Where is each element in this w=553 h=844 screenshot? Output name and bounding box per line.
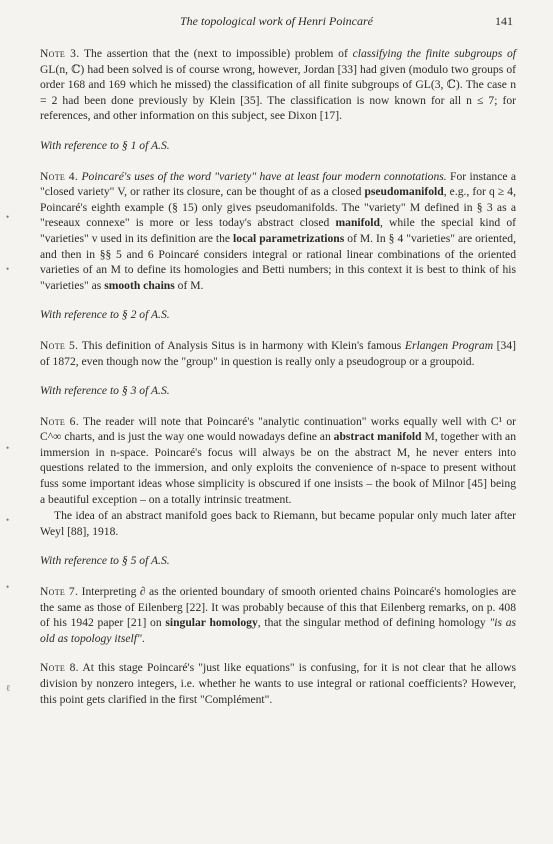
bold-term: smooth chains bbox=[104, 278, 175, 292]
bold-term: singular homology bbox=[165, 616, 258, 630]
note-label: Note 8. bbox=[40, 661, 79, 675]
italic-text: "is as old as topology itself" bbox=[40, 616, 517, 645]
bold-term: abstract manifold bbox=[333, 430, 422, 444]
running-header bbox=[0, 14, 553, 32]
note-label: Note 6. bbox=[40, 414, 79, 428]
text-run: With reference to § 5 of A.S. bbox=[40, 554, 170, 568]
note-paragraph bbox=[40, 46, 516, 124]
italic-text: classifying the finite subgroups of bbox=[352, 47, 516, 60]
margin-mark: • bbox=[6, 515, 10, 525]
note-label: Note 5. bbox=[40, 338, 79, 352]
note-paragraph bbox=[40, 169, 516, 294]
text-run: With reference to § 1 of A.S. bbox=[40, 138, 170, 152]
page-number: 141 bbox=[495, 14, 513, 28]
text-run: This definition of Analysis Situs is in harmony with Klein's famous bbox=[78, 338, 405, 352]
page-body bbox=[40, 46, 516, 721]
note-paragraph bbox=[40, 414, 516, 508]
text-run: With reference to § 2 of A.S. bbox=[40, 308, 170, 322]
margin-mark: • bbox=[6, 582, 10, 592]
section-reference bbox=[40, 138, 516, 154]
bold-term: local parametrizations bbox=[233, 231, 345, 245]
note-label: Note 4. bbox=[40, 169, 79, 183]
text-run: of M. bbox=[174, 278, 204, 292]
note-paragraph bbox=[40, 584, 516, 646]
section-reference bbox=[40, 383, 516, 399]
text-run: GL(n, ℂ) had been solved is of course wrong, however, Jordan [33] had given (modulo two groups of order 168 and 169 which he missed) the classification of all finite subgroups of GL(3, ℂ). The case n = 2 had been done previously by Klein [35]. The classification is now known for all n ≤ 7; for references, and other information on this subject, see Dixon [17]. bbox=[40, 62, 516, 123]
note-paragraph bbox=[40, 338, 516, 369]
note-label: Note 7. bbox=[40, 585, 79, 599]
italic-text: Erlangen Program bbox=[404, 338, 494, 352]
text-run: The reader will note that Poincaré's "analytic continuation" works equally well with C¹ or C^∞ charts, and is just the way one would nowadays define an bbox=[40, 414, 516, 444]
text-run: [34] of 1872, even though now the "group" in question is really only a pseudogroup or a groupoid. bbox=[40, 338, 516, 368]
section-reference bbox=[40, 553, 516, 569]
margin-mark: • bbox=[6, 212, 10, 222]
margin-mark: • bbox=[6, 443, 10, 453]
margin-mark: • bbox=[6, 264, 10, 274]
body-paragraph bbox=[40, 508, 516, 539]
section-reference bbox=[40, 307, 516, 323]
text-run: . bbox=[141, 631, 145, 645]
italic-text: Poincaré's uses of the word "variety" have at least four modern connotations. bbox=[81, 169, 447, 183]
text-run: of M. In § 4 "varieties" are oriented, and then in §§ 5 and 6 Poincaré considers integral or rational linear combinations of the oriented varieties of an M to define its homologies and Betti numbers; in this context it is best to think of his "varieties" as bbox=[40, 231, 516, 292]
text-run: Interpreting ∂ as the oriented boundary of smooth oriented chains Poincaré's homologies are the same as those of Eilenberg [22]. It was probably because of this that Eilenberg remarks, on p. 408 of his 1942 paper [21] on bbox=[40, 585, 516, 630]
note-paragraph bbox=[40, 660, 516, 707]
text-run: , e.g., for q ≥ 4, Poincaré's eighth example (§ 15) only gives pseudomanifolds. The "variety" M defined in § 3 as a "reseaux connexe" is more or less today's abstract closed bbox=[40, 185, 516, 230]
margin-mark: ℓ bbox=[6, 683, 11, 693]
running-title: The topological work of Henri Poincaré bbox=[180, 14, 373, 28]
text-run: With reference to § 3 of A.S. bbox=[40, 384, 170, 398]
text-run: At this stage Poincaré's "just like equations" is confusing, for it is not clear that he allows division by nonzero integers, i.e. whether he wants to use integral or rational coefficients? However, this point gets clarified in the first "Complément". bbox=[40, 661, 516, 706]
text-run: , that the singular method of defining homology bbox=[257, 616, 490, 630]
bold-term: manifold bbox=[335, 216, 380, 230]
note-label: Note 3. bbox=[40, 47, 80, 60]
text-run: The assertion that the (next to impossible) problem of bbox=[79, 47, 353, 60]
text-run: For instance a "closed variety" V, or rather its closure, can be thought of as a closed bbox=[40, 169, 516, 199]
text-run: , while the special kind of "varieties" v used in its definition are the bbox=[40, 216, 516, 245]
bold-term: pseudomanifold bbox=[364, 185, 444, 199]
text-run: M, together with an immersion in n-space. Poincaré's focus will always be on the abstract M, he never enters into questions related to the immersion, and only exploits the convenience of n-space to present without fuss some important ideas whose simplicity is obscured if one insists – the book of Milnor [45] being a beautiful exception – on a totally intrinsic treatment. bbox=[40, 430, 516, 506]
text-run: The idea of an abstract manifold goes back to Riemann, but became popular only much later after Weyl [88], 1918. bbox=[40, 509, 516, 538]
